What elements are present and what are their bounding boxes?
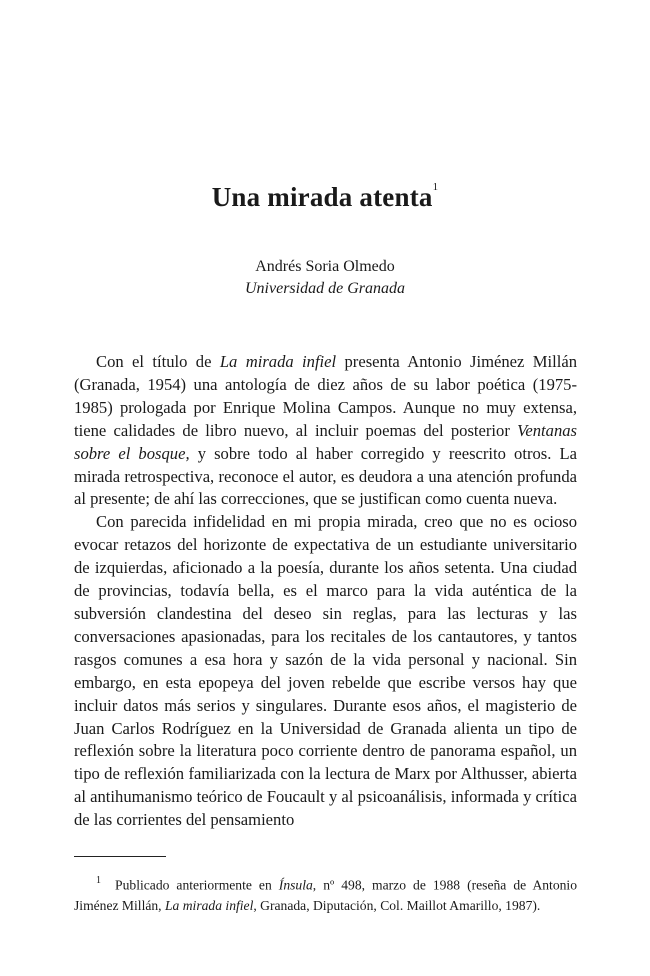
footnote-1 xyxy=(74,872,577,916)
paragraph-1 xyxy=(74,351,577,511)
footnote-text-a: Publicado anteriormente en xyxy=(115,877,279,893)
book-title-ventanas: Ventanas sobre el bosque, xyxy=(74,420,577,463)
page-title xyxy=(0,182,650,213)
footnote-divider xyxy=(74,856,166,857)
footnote-text-c: , Granada, Diputación, Col. Maillot Amarillo, 1987). xyxy=(253,897,541,913)
article-body xyxy=(74,351,577,832)
paragraph-1-text-c: y sobre todo al haber corregido y reescrito otros. La mirada retrospectiva, reconoce el autor, es deudora a una atención profunda al presente; de ahí las correcciones, que se justifican como cuenta nueva. xyxy=(74,443,577,509)
paragraph-2: Con parecida infidelidad en mi propia mirada, creo que no es ocioso evocar retazos del horizonte de expectativa de un estudiante universitario de izquierdas, aficionado a la poesía, durante los años setenta. Una ciudad de provincias, todavía bella, es el marco para la vida auténtica de la subversión clandestina del deseo sin reglas, para las lecturas y las conversaciones apasionadas, para los recitales de los cantautores, y tantos rasgos comunes a esa hora y sazón de la vida personal y nacional. Sin embargo, en esta epopeya del joven rebelde que escribe versos hay que incluir datos más serios y singulares. Durante esos años, el magisterio de Juan Carlos Rodríguez en la Universidad de Granada alienta un tipo de reflexión sobre la literatura poco corriente dentro de panorama español, un tipo de reflexión familiarizada con la lectura de Marx por Althusser, abierta al antihumanismo teórico de Foucault y al psicoanálisis, informada y crítica de las corrientes del pensamiento xyxy=(74,512,577,830)
paragraph-1-text-b: presenta Antonio Jiménez Millán (Granada, 1954) una antología de diez años de su labor poética (1975-1985) prologada por Enrique Molina Campos. Aunque no muy extensa, tiene calidades de libro nuevo, al incluir poemas del posterior xyxy=(74,352,577,440)
paragraph-1-text-a: Con el título de xyxy=(96,352,220,371)
title-footnote-ref: 1 xyxy=(432,181,439,193)
footnote-text-b: , nº 498, marzo de 1988 (reseña de Antonio Jiménez Millán, xyxy=(74,877,578,913)
footnote-mark: 1 xyxy=(96,875,101,886)
author-affiliation: Universidad de Granada xyxy=(245,280,405,297)
author-name: Andrés Soria Olmedo xyxy=(255,258,395,275)
book-title-la-mirada-infiel: La mirada infiel xyxy=(219,352,337,371)
title-text: Una mirada atenta xyxy=(211,182,433,212)
journal-title-insula: Ínsula xyxy=(278,877,313,893)
footnote-book-title: La mirada infiel xyxy=(164,897,254,913)
